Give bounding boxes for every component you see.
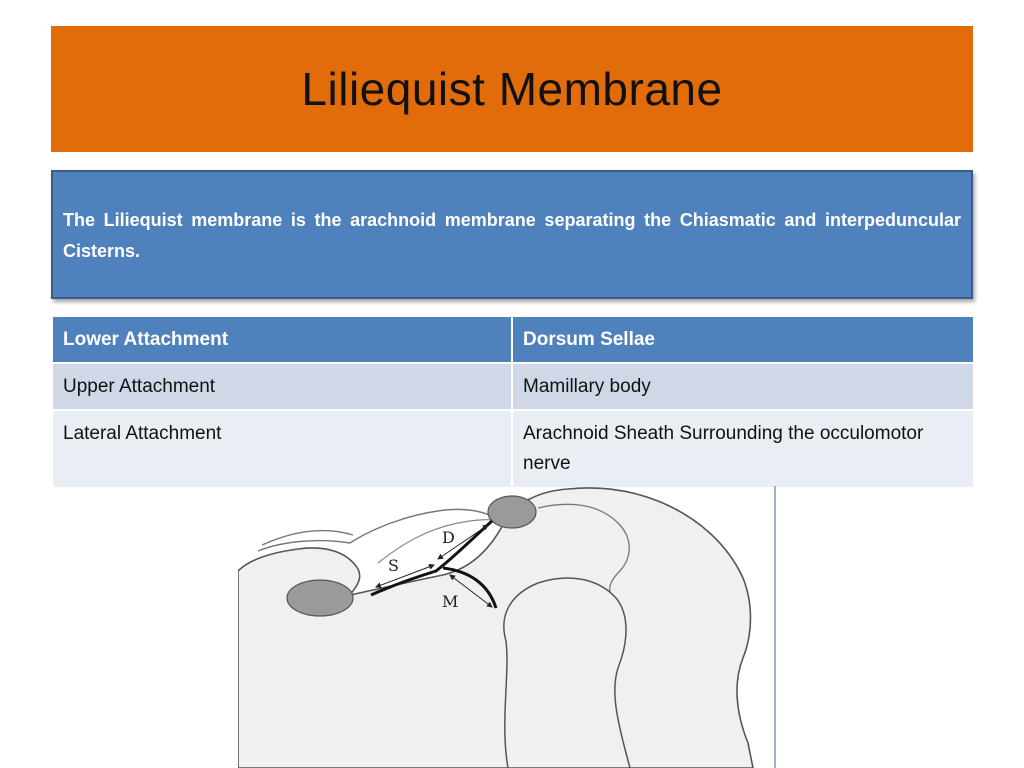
arachnoid-line [258,509,493,551]
label-m: M [442,592,459,611]
description-box [51,170,973,299]
table-cell: Arachnoid Sheath Surrounding the occulomotor nerve [512,410,974,488]
title-bar [51,26,973,152]
arachnoid-line [262,530,353,545]
table-header-row [52,316,974,363]
description-text: The Liliequist membrane is the arachnoid membrane separating the Chiasmatic and interpeduncular Cisterns. [63,210,961,261]
table-header-cell: Lower Attachment [52,316,512,363]
label-s: S [388,556,399,575]
brainstem-outline [238,488,753,768]
mamillary-structure [287,580,353,616]
table-cell: Upper Attachment [52,363,512,410]
label-d: D [442,528,455,547]
membrane-diagram-svg [238,483,778,768]
attachment-table [51,315,975,489]
lobe-outline [504,578,630,768]
membrane-diagram [238,483,778,768]
table-row [52,363,974,410]
slide-title: Liliequist Membrane [301,63,723,115]
dorsum-structure [488,496,536,528]
table-row [52,410,974,488]
table-header-cell: Dorsum Sellae [512,316,974,363]
table-cell: Mamillary body [512,363,974,410]
table-cell: Lateral Attachment [52,410,512,488]
